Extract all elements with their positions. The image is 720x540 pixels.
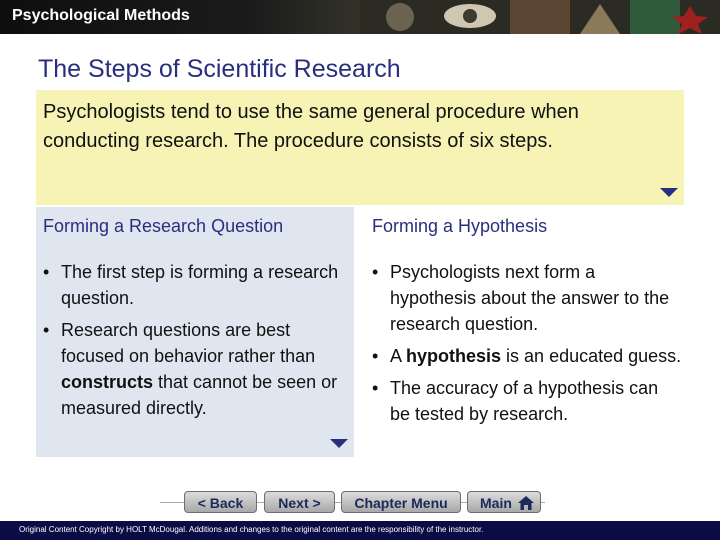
bullet-text: is an educated guess.	[501, 346, 682, 366]
bullet-text: The accuracy of a hypothesis can be tested by research.	[390, 378, 659, 424]
bullet-item	[372, 375, 682, 427]
back-button[interactable]: < Back	[184, 491, 257, 513]
key-term: constructs	[61, 372, 154, 392]
intro-text: Psychologists tend to use the same general procedure when conducting research. The procedure consists of six steps.	[43, 101, 579, 152]
intro-box	[36, 90, 684, 205]
banner-title: Psychological Methods	[12, 7, 190, 24]
bullet-icon: •	[43, 320, 50, 340]
more-triangle-icon[interactable]	[660, 188, 678, 197]
bullet-text: that cannot be seen or measured directly.	[61, 372, 338, 418]
bullet-text: A	[390, 346, 407, 366]
right-column	[364, 207, 684, 457]
copyright-text: Original Content Copyright by HOLT McDougal. Additions and changes to the original content are the responsibility of the instructor.	[19, 525, 484, 534]
left-column	[36, 207, 354, 457]
bullet-icon: •	[43, 262, 50, 282]
next-button[interactable]: Next >	[264, 491, 335, 513]
left-column-heading: Forming a Research Question	[43, 216, 284, 236]
bullet-item	[372, 259, 682, 337]
more-triangle-icon[interactable]	[330, 439, 348, 448]
bullet-item	[43, 317, 348, 421]
key-term: hypothesis	[406, 346, 502, 366]
right-column-heading: Forming a Hypothesis	[372, 216, 548, 236]
footer-bar	[0, 521, 720, 540]
header-banner	[0, 0, 720, 34]
left-bullet-list	[43, 259, 348, 427]
bullet-item	[43, 259, 348, 311]
bullet-icon: •	[372, 262, 379, 282]
home-icon	[517, 495, 535, 511]
slide-title: The Steps of Scientific Research	[38, 55, 401, 83]
chapter-menu-button[interactable]: Chapter Menu	[341, 491, 461, 513]
bullet-icon: •	[372, 346, 379, 366]
right-bullet-list	[372, 259, 682, 433]
bullet-text: Psychologists next form a hypothesis about the answer to the research question.	[390, 262, 670, 334]
main-button[interactable]	[467, 491, 541, 513]
bullet-icon: •	[372, 378, 379, 398]
banner-collage-image	[360, 0, 720, 34]
navigation-bar	[0, 491, 720, 515]
main-button-label: Main	[480, 495, 512, 511]
bullet-text: Research questions are best focused on behavior rather than	[61, 320, 316, 366]
bullet-text: The first step is forming a research question.	[61, 262, 339, 308]
bullet-item	[372, 343, 682, 369]
